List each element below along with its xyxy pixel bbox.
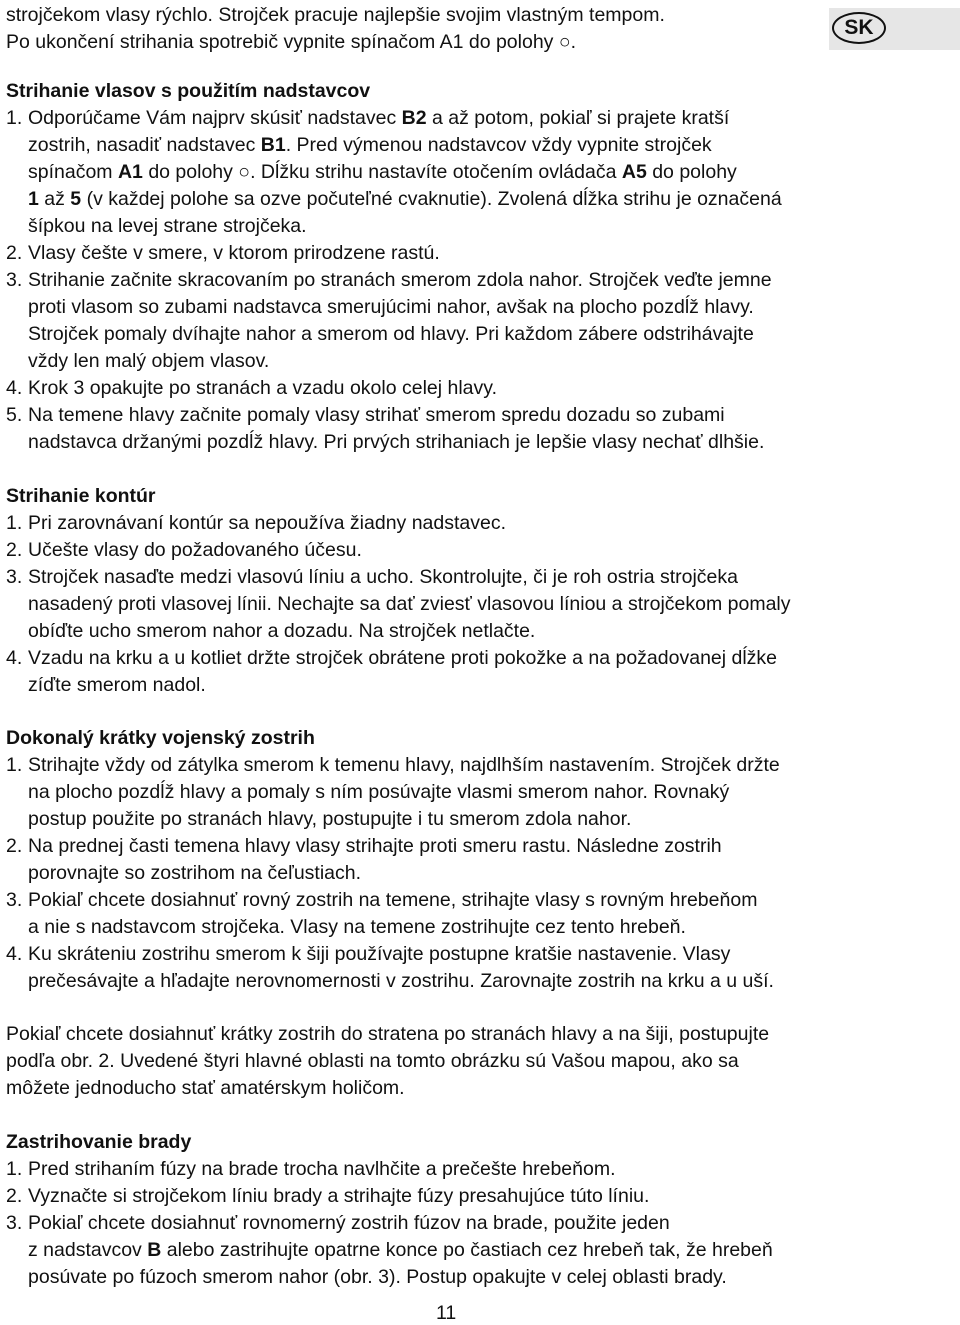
section-military-cut (6, 725, 946, 995)
item-text-line: na plocho pozdĺž hlavy a pomaly s ním posúvajte vlasmi smerom nahor. Rovnaký (28, 781, 730, 803)
item-text-line: Pri zarovnávaní kontúr sa nepoužíva žiadny nadstavec. (28, 512, 507, 534)
item-text-line: Odporúčame Vám najprv skúsiť nadstavec B2 a až potom, pokiaľ si prajete kratší (28, 107, 730, 129)
item-text-line: Učešte vlasy do požadovaného účesu. (28, 539, 362, 561)
item-text-line: vždy len malý objem vlasov. (28, 350, 270, 372)
list-item (6, 1210, 946, 1291)
item-number: 1. (6, 754, 23, 776)
item-text-line: Na temene hlavy začnite pomaly vlasy strihať smerom spredu dozadu so zubami (28, 404, 725, 426)
item-text-line: Pokiaľ chcete dosiahnuť rovný zostrih na temene, strihajte vlasy s rovným hrebeňom (28, 889, 758, 911)
item-text-line: posúvate po fúzoch smerom nahor (obr. 3). Postup opakujte v celej oblasti brady. (28, 1266, 727, 1288)
language-code: SK (832, 12, 886, 44)
fade-cut-paragraph (6, 1021, 946, 1102)
item-number: 2. (6, 1185, 23, 1207)
item-text-line: proti vlasom so zubami nadstavca smerujúcimi nahor, avšak na plocho pozdĺž hlavy. (28, 296, 754, 318)
list-item (6, 941, 946, 995)
item-number: 2. (6, 242, 23, 264)
item-text-line: porovnajte so zostrihom na čeľustiach. (28, 862, 362, 884)
item-number: 5. (6, 404, 23, 426)
list-item (6, 240, 946, 267)
item-text-line: postup použite po stranách hlavy, postupujte i tu smerom zdola nahor. (28, 808, 632, 830)
item-text-line: Pred strihaním fúzy na brade trocha navlhčite a prečešte hrebeňom. (28, 1158, 616, 1180)
intro-line-2: Po ukončení strihania spotrebič vypnite spínačom A1 do polohy ○. (6, 31, 577, 53)
item-number: 3. (6, 889, 23, 911)
list-item (6, 833, 946, 887)
instruction-list (6, 510, 946, 699)
list-item (6, 510, 946, 537)
section-title: Strihanie kontúr (6, 485, 156, 507)
list-item (6, 752, 946, 833)
section-title: Zastrihovanie brady (6, 1131, 192, 1153)
item-number: 3. (6, 566, 23, 588)
item-number: 4. (6, 943, 23, 965)
item-number: 2. (6, 835, 23, 857)
item-text-line: a nie s nadstavcom strojčeka. Vlasy na temene zostrihujte cez tento hrebeň. (28, 916, 686, 938)
section-title: Dokonalý krátky vojenský zostrih (6, 727, 315, 749)
item-text-line: spínačom A1 do polohy ○. Dĺžku strihu nastavíte otočením ovládača A5 do polohy (28, 161, 737, 183)
list-item (6, 645, 946, 699)
item-text-line: zíďte smerom nadol. (28, 674, 206, 696)
list-item (6, 402, 946, 456)
item-number: 4. (6, 377, 23, 399)
item-number: 3. (6, 1212, 23, 1234)
instruction-list (6, 752, 946, 995)
list-item (6, 267, 946, 375)
item-text-line: nadstavca držanými pozdĺž hlavy. Pri prvých strihaniach je lepšie vlasy nechať dlhšie. (28, 431, 765, 453)
list-item (6, 537, 946, 564)
intro-line-1: strojčekom vlasy rýchlo. Strojček pracuje najlepšie svojim vlastným tempom. (6, 4, 665, 26)
item-number: 3. (6, 269, 23, 291)
language-badge (829, 8, 960, 50)
list-item (6, 564, 946, 645)
item-number: 4. (6, 647, 23, 669)
item-text-line: Vyznačte si strojčekom líniu brady a strihajte fúzy presahujúce túto líniu. (28, 1185, 650, 1207)
paragraph-line: podľa obr. 2. Uvedené štyri hlavné oblasti na tomto obrázku sú Vašou mapou, ako sa (6, 1050, 739, 1072)
item-text-line: šípkou na levej strane strojčeka. (28, 215, 307, 237)
list-item (6, 375, 946, 402)
item-number: 2. (6, 539, 23, 561)
item-text-line: z nadstavcov B alebo zastrihujte opatrne konce po častiach cez hrebeň tak, že hrebeň (28, 1239, 773, 1261)
section-contour-cutting (6, 483, 946, 699)
item-text-line: Vlasy češte v smere, v ktorom prirodzene rastú. (28, 242, 440, 264)
item-text-line: zostrih, nasadiť nadstavec B1. Pred výmenou nadstavcov vždy vypnite strojček (28, 134, 712, 156)
item-text-line: 1 až 5 (v každej polohe sa ozve počuteľné cvaknutie). Zvolená dĺžka strihu je označená (28, 188, 782, 210)
item-text-line: Vzadu na krku a u kotliet držte strojček obrátene proti pokožke a na požadovanej dĺžke (28, 647, 778, 669)
section-title: Strihanie vlasov s použitím nadstavcov (6, 80, 371, 102)
paragraph-line: Pokiaľ chcete dosiahnuť krátky zostrih do stratena po stranách hlavy a na šiji, postupujte (6, 1023, 770, 1045)
item-text-line: nasadený proti vlasovej línii. Nechajte sa dať zviesť vlasovou líniou a strojčekom pomaly (28, 593, 791, 615)
item-number: 1. (6, 512, 23, 534)
instruction-list (6, 1156, 946, 1291)
paragraph-line: môžete jednoducho stať amatérskym holičom. (6, 1077, 405, 1099)
item-text-line: Krok 3 opakujte po stranách a vzadu okolo celej hlavy. (28, 377, 497, 399)
item-number: 1. (6, 1158, 23, 1180)
page-number: 11 (436, 1302, 457, 1324)
item-number: 1. (6, 107, 23, 129)
item-text-line: Strojček nasaďte medzi vlasovú líniu a ucho. Skontrolujte, či je roh ostria strojčeka (28, 566, 738, 588)
list-item (6, 1156, 946, 1183)
item-text-line: Strihanie začnite skracovaním po stranách smerom zdola nahor. Strojček veďte jemne (28, 269, 772, 291)
item-text-line: Ku skráteniu zostrihu smerom k šiji používajte postupne kratšie nastavenie. Vlasy (28, 943, 731, 965)
list-item (6, 105, 946, 240)
list-item (6, 887, 946, 941)
item-text-line: obíďte ucho smerom nahor a dozadu. Na strojček netlačte. (28, 620, 536, 642)
item-text-line: Na prednej časti temena hlavy vlasy strihajte proti smeru rastu. Následne zostrih (28, 835, 722, 857)
item-text-line: prečesávajte a hľadajte nerovnomernosti v zostrihu. Zarovnajte zostrih na krku a u uší. (28, 970, 774, 992)
section-beard-trimming (6, 1129, 946, 1291)
item-text-line: Strojček pomaly dvíhajte nahor a smerom od hlavy. Pri každom zábere odstrihávajte (28, 323, 754, 345)
item-text-line: Pokiaľ chcete dosiahnuť rovnomerný zostrih fúzov na brade, použite jeden (28, 1212, 670, 1234)
item-text-line: Strihajte vždy od zátylka smerom k temenu hlavy, najdlhším nastavením. Strojček držte (28, 754, 780, 776)
section-hair-cutting-attachments (6, 78, 946, 456)
instruction-list (6, 105, 946, 456)
list-item (6, 1183, 946, 1210)
